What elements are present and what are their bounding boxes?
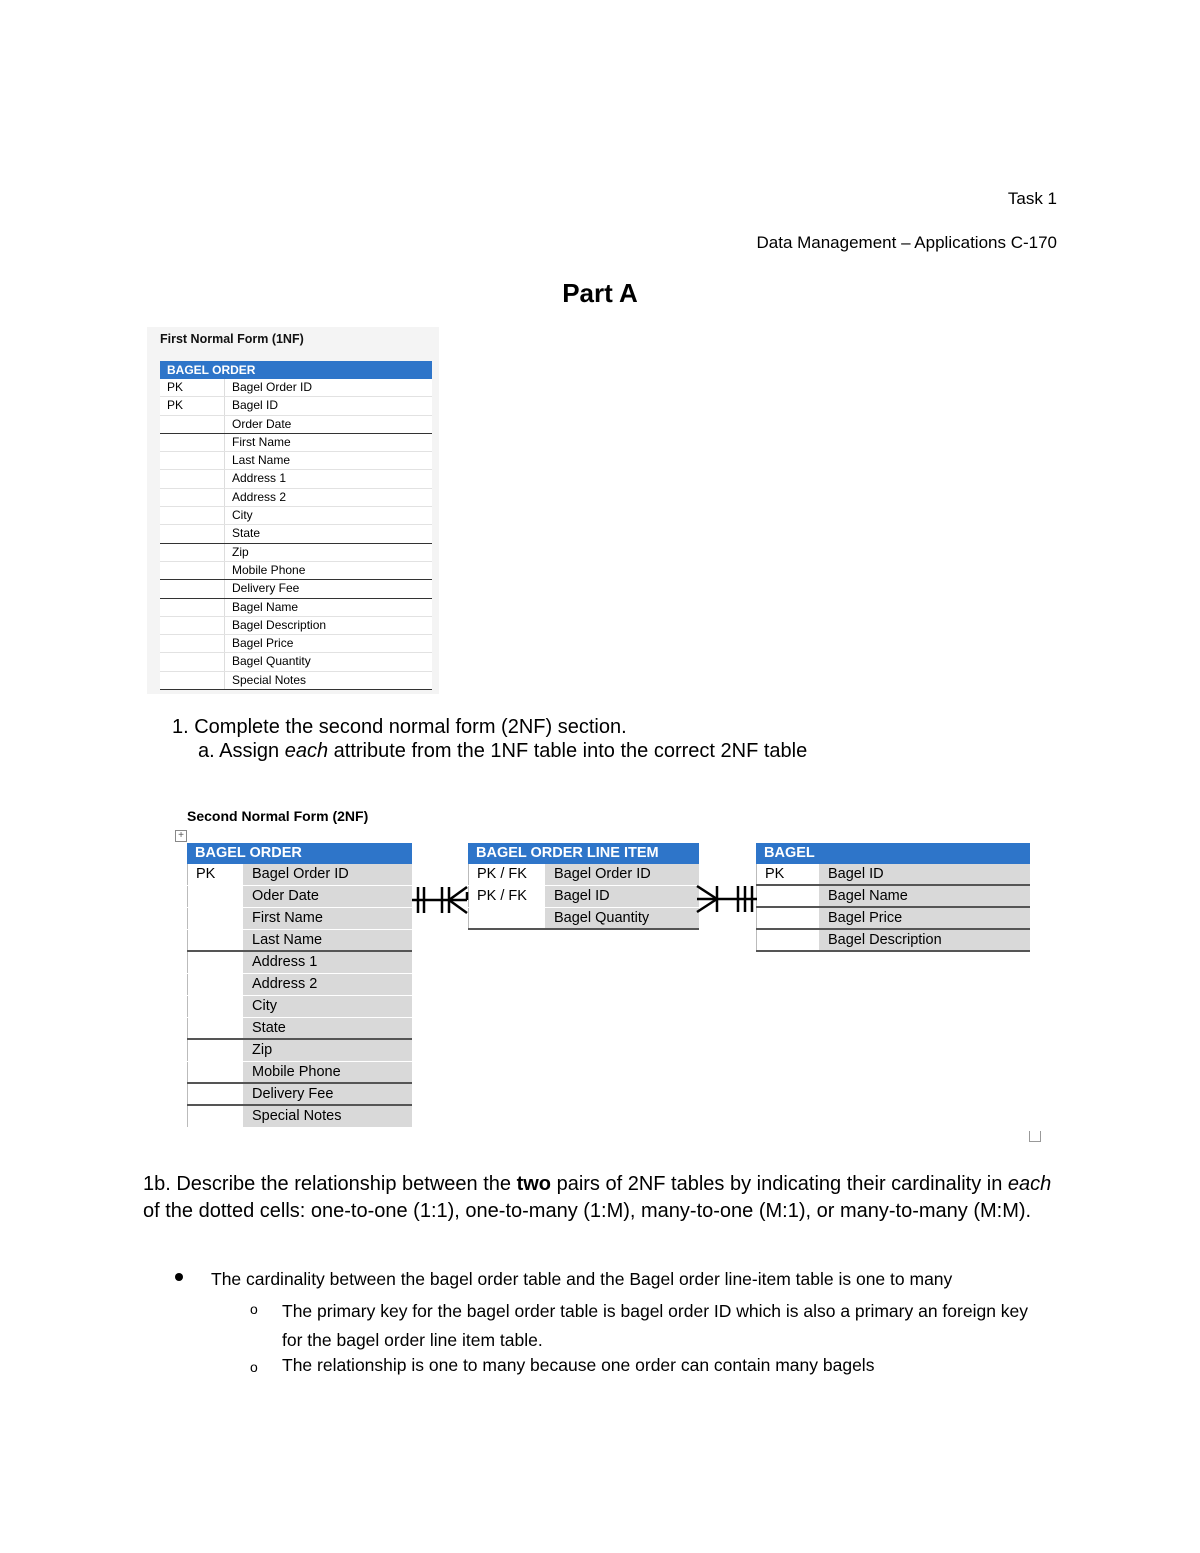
table-row <box>160 653 432 671</box>
sub-bullet-marker-2: o <box>250 1359 258 1375</box>
table-bagel-order-body <box>187 864 412 1128</box>
attribute-cell: Bagel Description <box>819 930 1030 950</box>
attribute-cell: Order Date <box>232 416 292 431</box>
header-task: Task 1 <box>1007 189 1057 208</box>
attribute-cell: Bagel Quantity <box>232 654 311 669</box>
table-row <box>160 544 432 562</box>
table-row <box>187 908 412 930</box>
table-bagel-header: BAGEL <box>756 843 1030 864</box>
attribute-cell: Zip <box>232 544 249 559</box>
nf1-title: First Normal Form (1NF) <box>160 332 304 346</box>
table-row <box>160 507 432 525</box>
table-row <box>160 416 432 434</box>
table-row <box>160 489 432 507</box>
key-cell <box>160 434 225 451</box>
table-row <box>187 996 412 1018</box>
key-cell <box>160 507 225 524</box>
key-cell <box>187 1040 243 1061</box>
table-bagel-order <box>187 843 412 1128</box>
key-cell: PK / FK <box>468 864 545 885</box>
attribute-cell: Mobile Phone <box>243 1062 412 1082</box>
attribute-cell: Special Notes <box>243 1106 412 1127</box>
table-row <box>160 452 432 470</box>
table-row <box>187 1062 412 1084</box>
attribute-cell: First Name <box>232 434 291 449</box>
key-cell <box>187 886 243 907</box>
key-cell <box>160 580 225 597</box>
table-row <box>160 434 432 452</box>
table-row <box>187 886 412 908</box>
table-row <box>187 1084 412 1106</box>
nf1-table-figure <box>147 327 439 694</box>
table-row <box>187 1040 412 1062</box>
key-cell <box>160 635 225 652</box>
nf1-table-header: BAGEL ORDER <box>160 361 432 379</box>
key-cell <box>187 1062 243 1082</box>
table-row <box>756 886 1030 908</box>
question-1b-mid: pairs of 2NF tables by indicating their cardinality in <box>551 1173 1008 1195</box>
key-cell: PK <box>160 397 225 414</box>
attribute-cell: State <box>243 1018 412 1038</box>
question-1: 1. Complete the second normal form (2NF) section. <box>172 716 627 738</box>
attribute-cell: Bagel ID <box>232 398 279 413</box>
table-bagel-order-header: BAGEL ORDER <box>187 843 412 864</box>
attribute-cell: City <box>243 996 412 1017</box>
question-1b-bold: two <box>516 1173 552 1195</box>
key-cell <box>187 1018 243 1038</box>
table-bagel <box>756 843 1030 952</box>
line-item-to-bagel-connector <box>697 886 757 912</box>
table-row <box>160 379 432 397</box>
answer-bullet: The cardinality between the bagel order table and the Bagel order line-item table is one to many <box>211 1269 953 1289</box>
table-row <box>160 617 432 635</box>
table-row <box>160 470 432 488</box>
key-cell <box>160 416 225 433</box>
bullet-dot-icon <box>175 1273 183 1281</box>
key-cell: PK <box>187 864 243 885</box>
key-cell <box>160 562 225 579</box>
key-cell <box>187 996 243 1017</box>
key-cell <box>160 470 225 487</box>
attribute-cell: City <box>232 508 253 523</box>
attribute-cell: Bagel Name <box>819 886 1030 906</box>
question-1b-suffix: of the dotted cells: one-to-one (1:1), one-to-many (1:M), many-to-one (M:1), or many-to-many (M:M). <box>143 1199 1032 1222</box>
attribute-cell: Bagel ID <box>819 864 1030 884</box>
table-row <box>187 952 412 974</box>
table-row <box>160 525 432 543</box>
key-cell <box>160 525 225 542</box>
attribute-cell: Bagel Description <box>232 617 327 632</box>
question-1b-prefix: 1b. Describe the relationship between the <box>143 1173 517 1195</box>
attribute-cell: Address 1 <box>243 952 412 973</box>
attribute-cell: Bagel ID <box>545 886 699 907</box>
table-row <box>187 930 412 952</box>
relationship-connectors <box>405 870 770 940</box>
attribute-cell: Bagel Name <box>232 599 299 614</box>
key-cell <box>187 1084 243 1104</box>
table-bagel-body <box>756 864 1030 952</box>
key-cell <box>160 452 225 469</box>
attribute-cell: Delivery Fee <box>243 1084 412 1104</box>
header-course: Data Management – Applications C-170 <box>756 233 1057 252</box>
attribute-cell: Bagel Price <box>232 636 294 651</box>
anchor-mark-icon <box>1029 1131 1041 1142</box>
question-1a-suffix: attribute from the 1NF table into the correct 2NF table <box>328 740 808 762</box>
attribute-cell: Special Notes <box>232 672 307 687</box>
table-move-handle-icon: + <box>175 830 187 842</box>
key-cell: PK <box>756 864 819 884</box>
table-row <box>160 599 432 617</box>
key-cell <box>160 653 225 670</box>
table-row <box>160 562 432 580</box>
table-line-item-header: BAGEL ORDER LINE ITEM <box>468 843 699 864</box>
attribute-cell: State <box>232 526 261 541</box>
attribute-cell: Address 2 <box>232 489 287 504</box>
key-cell: PK <box>160 379 225 396</box>
key-cell <box>187 930 243 950</box>
answer-sub-2: The relationship is one to many because one order can contain many bagels <box>282 1355 875 1375</box>
part-title: Part A <box>562 278 638 308</box>
table-row <box>160 672 432 690</box>
attribute-cell: Last Name <box>232 453 291 468</box>
table-row <box>187 1106 412 1128</box>
attribute-cell: Oder Date <box>243 886 412 907</box>
question-1b <box>143 1171 1063 1224</box>
attribute-cell: Bagel Order ID <box>545 864 699 885</box>
question-1a <box>198 740 807 763</box>
attribute-cell: Mobile Phone <box>232 562 306 577</box>
attribute-cell: Last Name <box>243 930 412 950</box>
answer-sub-1: The primary key for the bagel order table is bagel order ID which is also a primary an foreign key for the bagel order line item table. <box>282 1301 1029 1350</box>
key-cell: PK / FK <box>468 886 545 907</box>
attribute-cell: Address 2 <box>243 974 412 995</box>
table-row <box>187 864 412 886</box>
question-1a-emphasis: each <box>284 740 329 762</box>
attribute-cell: Address 1 <box>232 471 287 486</box>
attribute-cell: Bagel Order ID <box>243 864 412 885</box>
order-to-line-item-connector <box>412 887 467 913</box>
question-1b-emphasis: each <box>1007 1173 1052 1195</box>
key-cell <box>187 1106 243 1127</box>
table-row <box>160 397 432 415</box>
table-row <box>756 908 1030 930</box>
key-cell <box>160 672 225 689</box>
table-row <box>756 864 1030 886</box>
table-row <box>160 580 432 598</box>
key-cell <box>187 908 243 929</box>
question-1a-prefix: a. Assign <box>198 740 285 762</box>
attribute-cell: Bagel Order ID <box>232 380 313 394</box>
key-cell <box>187 952 243 973</box>
attribute-cell: Delivery Fee <box>232 581 300 596</box>
table-row <box>756 930 1030 952</box>
nf1-table-body <box>160 379 432 690</box>
key-cell <box>160 544 225 561</box>
attribute-cell: First Name <box>243 908 412 929</box>
attribute-cell: Zip <box>243 1040 412 1061</box>
nf2-title: Second Normal Form (2NF) <box>187 808 369 824</box>
key-cell <box>160 599 225 616</box>
attribute-cell: Bagel Price <box>819 908 1030 928</box>
table-row <box>187 1018 412 1040</box>
key-cell <box>160 617 225 634</box>
attribute-cell: Bagel Quantity <box>545 908 699 928</box>
table-row <box>160 635 432 653</box>
sub-bullet-marker-1: o <box>250 1301 258 1317</box>
key-cell <box>187 974 243 995</box>
key-cell <box>160 489 225 506</box>
table-row <box>187 974 412 996</box>
